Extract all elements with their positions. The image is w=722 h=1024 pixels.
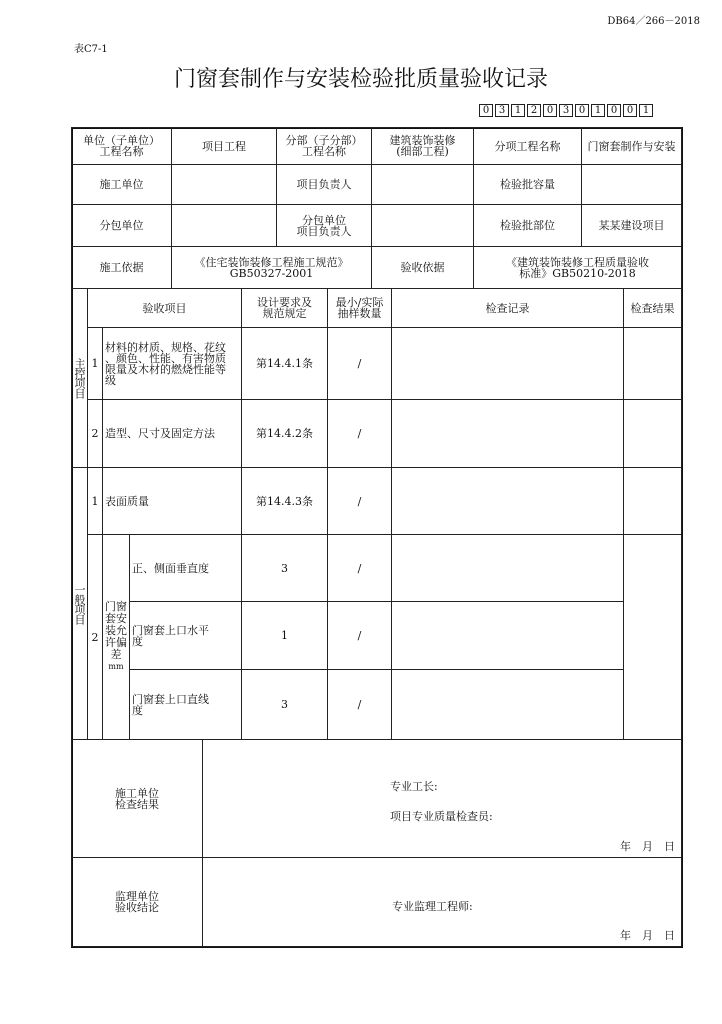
code-digit: 1 [591,104,605,117]
code-digit: 3 [559,104,573,117]
row-number: 1 [87,467,103,535]
record-cell[interactable] [391,467,624,535]
main-control-label: 主控项目 [71,288,88,468]
label-capacity: 检验批容量 [473,164,582,205]
code-digit: 1 [639,104,653,117]
inspector-label: 项目专业质量检查员: [390,810,493,823]
part-name-value[interactable]: 建筑装饰装修 (细部工程) [371,127,474,165]
label-pm: 项目负责人 [276,164,372,205]
label-sub-item: 分项工程名称 [473,127,582,165]
code-digit: 0 [575,104,589,117]
engineer-label: 专业监理工程师: [392,900,473,913]
supervisor-conclusion-label: 监理单位 验收结论 [71,857,203,947]
label-part-name: 分部（子分部） 工程名称 [276,127,372,165]
record-cell[interactable] [391,327,624,400]
row-number: 1 [87,327,103,400]
label-subcontractor: 分包单位 [71,204,172,247]
record-cell[interactable] [391,534,624,602]
label-sub-pm: 分包单位 项目负责人 [276,204,372,247]
item-text: 材料的材质、规格、花纹 、颜色、性能、有害物质 限量及木材的燃烧性能等 级 [102,327,242,400]
col-result: 检查结果 [623,288,682,328]
tolerance-unit: mm [108,662,124,671]
result-cell[interactable] [623,534,682,740]
code-digit: 0 [623,104,637,117]
record-cell[interactable] [391,669,624,740]
subcontractor-value[interactable] [171,204,277,247]
code-digit: 3 [495,104,509,117]
sample-value[interactable]: / [327,327,392,400]
code-digit: 0 [479,104,493,117]
row-number: 2 [87,399,103,468]
date-label-2: 年 月 日 [620,929,675,942]
general-label: 一般项目 [71,467,88,740]
sub-item-text: 门窗套上口直线 度 [129,669,242,740]
sample-value[interactable]: / [327,467,392,535]
result-cell[interactable] [623,467,682,535]
code-digit: 0 [607,104,621,117]
design-value: 第14.4.3条 [241,467,328,535]
item-text: 表面质量 [102,467,242,535]
foreman-label: 专业工长: [390,780,438,793]
result-cell[interactable] [623,327,682,400]
table-number: 表C7-1 [74,44,108,55]
tolerance-label-text: 门窗套安装允许偏差 [105,600,127,661]
label-unit-name: 单位（子单位） 工程名称 [71,127,172,165]
record-cell[interactable] [391,601,624,670]
label-contractor: 施工单位 [71,164,172,205]
page-title: 门窗套制作与安装检验批质量验收记录 [173,67,548,92]
design-value: 3 [241,669,328,740]
label-acceptance-basis: 验收依据 [371,246,474,289]
label-location: 检验批部位 [473,204,582,247]
sub-item-text: 正、侧面垂直度 [129,534,242,602]
basis-value[interactable]: 《住宅装饰装修工程施工规范》 GB50327-2001 [171,246,372,289]
standard-number: DB64／266－2018 [607,16,700,27]
sample-value[interactable]: / [327,534,392,602]
sub-item-text: 门窗套上口水平 度 [129,601,242,670]
sample-value[interactable]: / [327,601,392,670]
design-value: 第14.4.1条 [241,327,328,400]
sample-value[interactable]: / [327,669,392,740]
col-item: 验收项目 [87,288,242,328]
code-digit: 0 [543,104,557,117]
contractor-result-label: 施工单位 检查结果 [71,739,203,858]
contractor-result-cell[interactable] [202,739,682,858]
unit-name-value[interactable]: 项目工程 [171,127,277,165]
capacity-value[interactable] [581,164,682,205]
tolerance-label [102,534,130,740]
result-cell[interactable] [623,399,682,468]
design-value: 3 [241,534,328,602]
date-label: 年 月 日 [620,840,675,853]
pm-value[interactable] [371,164,474,205]
code-digit: 2 [527,104,541,117]
col-record: 检查记录 [391,288,624,328]
acceptance-basis-value[interactable]: 《建筑装饰装修工程质量验收 标准》GB50210-2018 [473,246,682,289]
code-digit: 1 [511,104,525,117]
sample-value[interactable]: / [327,399,392,468]
record-cell[interactable] [391,399,624,468]
item-text: 造型、尺寸及固定方法 [102,399,242,468]
label-basis: 施工依据 [71,246,172,289]
record-code [479,104,654,117]
col-sample: 最小/实际 抽样数量 [327,288,392,328]
design-value: 1 [241,601,328,670]
row-number: 2 [87,534,103,740]
col-design: 设计要求及 规范规定 [241,288,328,328]
location-value[interactable]: 某某建设项目 [581,204,682,247]
contractor-value[interactable] [171,164,277,205]
sub-item-value[interactable]: 门窗套制作与安装 [581,127,682,165]
sub-pm-value[interactable] [371,204,474,247]
design-value: 第14.4.2条 [241,399,328,468]
